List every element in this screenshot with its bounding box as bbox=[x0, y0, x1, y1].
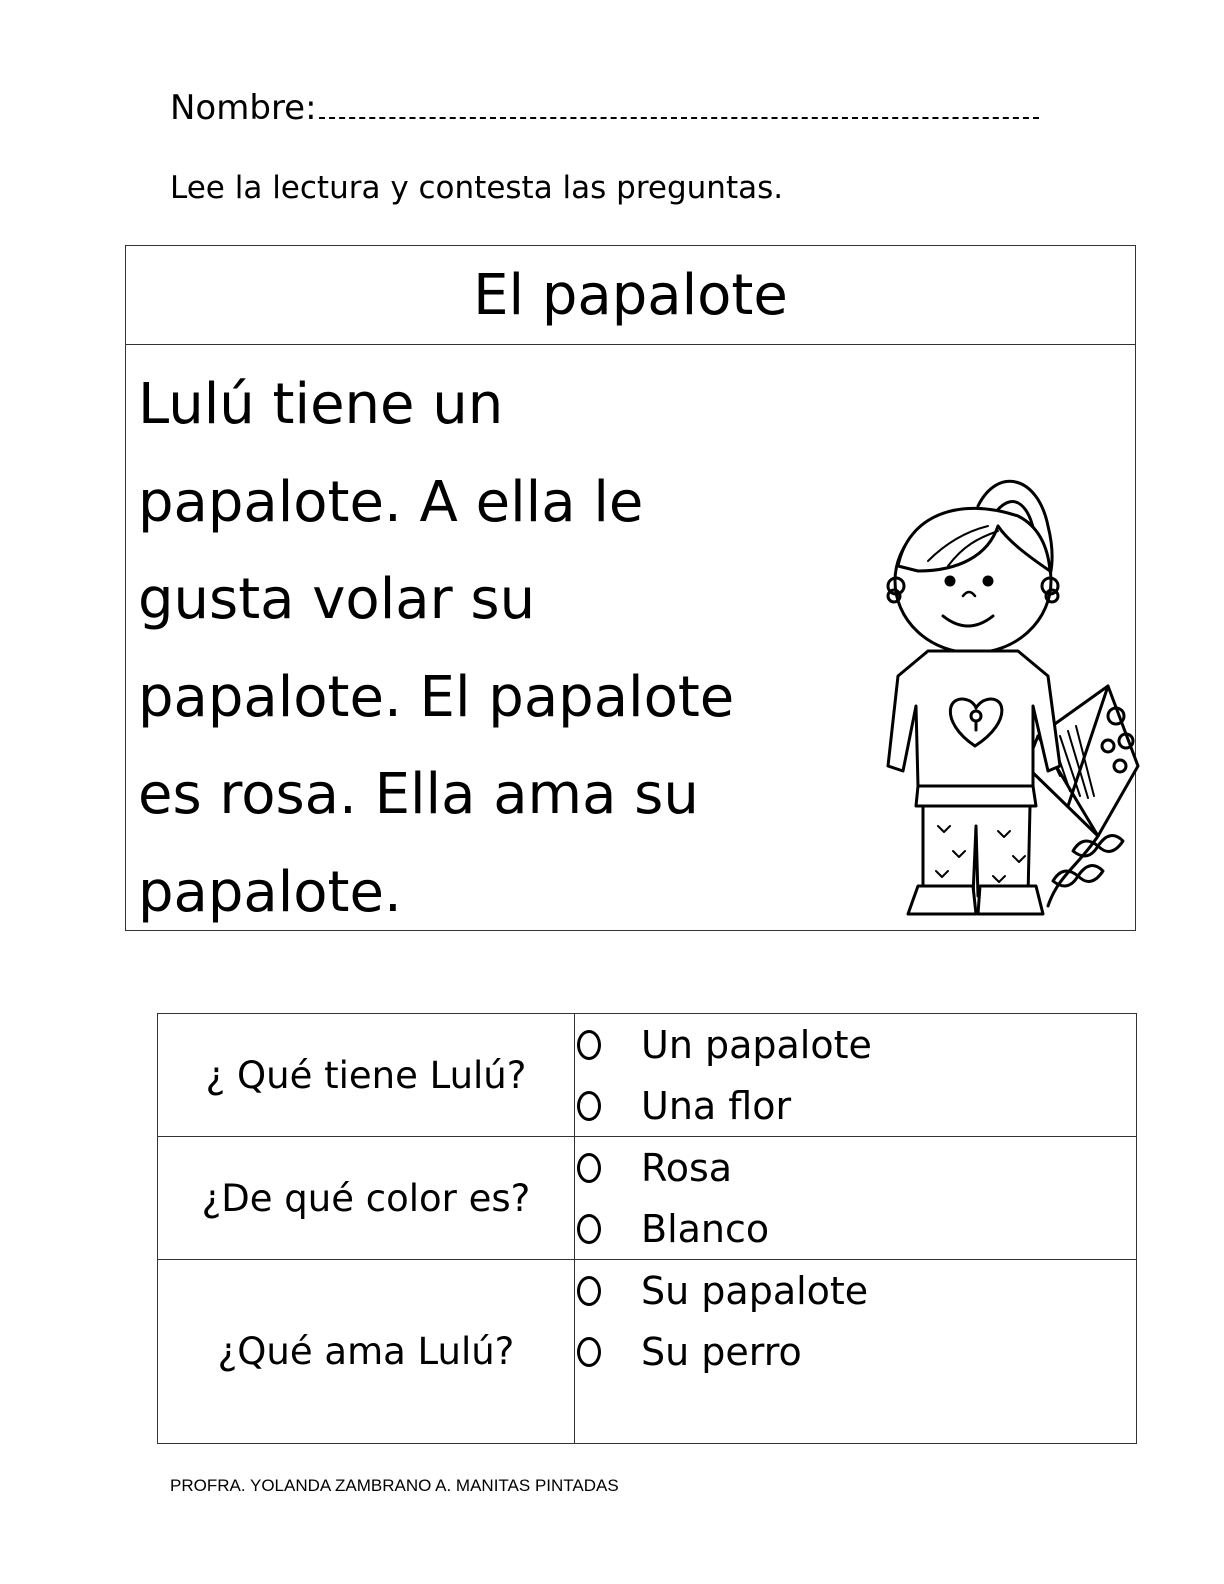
answer-bubble[interactable] bbox=[577, 1337, 601, 1367]
question: ¿De qué color es? bbox=[158, 1137, 575, 1260]
story-line: papalote. A ella le bbox=[138, 469, 644, 535]
quiz-row bbox=[158, 1137, 1137, 1260]
quiz-table bbox=[157, 1013, 1137, 1444]
quiz-row bbox=[158, 1260, 1137, 1444]
story-line: gusta volar su bbox=[138, 567, 536, 632]
option-label: Blanco bbox=[641, 1206, 770, 1251]
answer-options bbox=[575, 1014, 1137, 1137]
name-label: Nombre: bbox=[170, 88, 317, 128]
answer-options bbox=[575, 1137, 1137, 1260]
story-line: papalote. bbox=[138, 859, 402, 925]
answer-option[interactable] bbox=[575, 1260, 1136, 1321]
story-line: es rosa. Ella ama su bbox=[138, 762, 699, 827]
option-label: Su perro bbox=[641, 1329, 802, 1374]
answer-option[interactable] bbox=[575, 1198, 1136, 1259]
question: ¿Qué ama Lulú? bbox=[158, 1260, 575, 1444]
option-label: Un papalote bbox=[641, 1022, 872, 1067]
name-blank-line[interactable] bbox=[319, 93, 1039, 119]
answer-bubble[interactable] bbox=[577, 1214, 601, 1244]
girl-with-kite-illustration bbox=[798, 446, 1143, 916]
story-line: Lulú tiene un bbox=[138, 372, 504, 437]
story-box bbox=[125, 245, 1136, 931]
footer-credit: PROFRA. YOLANDA ZAMBRANO A. MANITAS PINTADAS bbox=[170, 1476, 619, 1495]
answer-option[interactable] bbox=[575, 1321, 1136, 1382]
story-text bbox=[138, 356, 798, 941]
option-label: Su papalote bbox=[641, 1268, 869, 1313]
story-line: papalote. El papalote bbox=[138, 664, 735, 730]
answer-bubble[interactable] bbox=[577, 1030, 601, 1060]
answer-bubble[interactable] bbox=[577, 1276, 601, 1306]
answer-option[interactable] bbox=[575, 1075, 1136, 1136]
story-title: El papalote bbox=[126, 246, 1135, 345]
answer-options bbox=[575, 1260, 1137, 1444]
answer-bubble[interactable] bbox=[577, 1153, 601, 1183]
answer-bubble[interactable] bbox=[577, 1091, 601, 1121]
answer-option[interactable] bbox=[575, 1014, 1136, 1075]
instructions: Lee la lectura y contesta las preguntas. bbox=[170, 170, 784, 206]
question: ¿ Qué tiene Lulú? bbox=[158, 1014, 575, 1137]
quiz-row bbox=[158, 1014, 1137, 1137]
name-field[interactable] bbox=[170, 88, 1039, 128]
answer-option[interactable] bbox=[575, 1137, 1136, 1198]
option-label: Rosa bbox=[641, 1145, 733, 1190]
option-label: Una flor bbox=[641, 1083, 792, 1128]
